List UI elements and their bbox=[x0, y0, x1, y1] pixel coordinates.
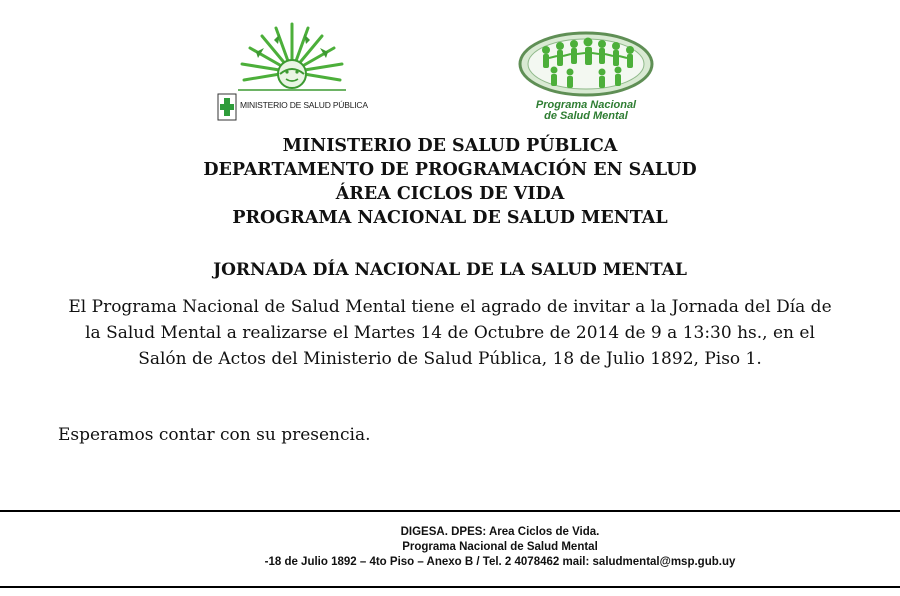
header-line-department: DEPARTAMENTO DE PROGRAMACIÓN EN SALUD bbox=[203, 160, 697, 180]
footer-line-2: Programa Nacional de Salud Mental bbox=[402, 541, 598, 553]
invitation-line-2: la Salud Mental a realizarse el Martes 14 de Octubre de 2014 de 9 a 13:30 hs., en el bbox=[85, 323, 815, 343]
program-logo bbox=[506, 30, 666, 124]
footer-divider-top bbox=[0, 510, 900, 512]
program-logo-line1: Programa Nacional bbox=[535, 99, 637, 111]
footer-contact-line: -18 de Julio 1892 – 4to Piso – Anexo B / Tel. 2 4078462 mail: saludmental@msp.gub.uy bbox=[264, 556, 736, 568]
footer bbox=[220, 525, 780, 570]
invitation-line-3: Salón de Actos del Ministerio de Salud Pública, 18 de Julio 1892, Piso 1. bbox=[138, 349, 762, 369]
invitation-paragraph bbox=[50, 294, 850, 372]
letter-header bbox=[0, 134, 900, 230]
header-line-program: PROGRAMA NACIONAL DE SALUD MENTAL bbox=[232, 208, 668, 228]
ministry-logo bbox=[214, 16, 368, 124]
people-circle-emblem-icon bbox=[506, 30, 666, 100]
program-logo-line2: de Salud Mental bbox=[544, 110, 628, 122]
ministry-logo-label: MINISTERIO DE SALUD PÚBLICA bbox=[240, 100, 368, 110]
header-line-area: ÁREA CICLOS DE VIDA bbox=[335, 184, 565, 204]
invitation-line-1: El Programa Nacional de Salud Mental tiene el agrado de invitar a la Jornada del Día de bbox=[68, 297, 832, 317]
footer-divider-bottom bbox=[0, 586, 900, 588]
header-line-ministry: MINISTERIO DE SALUD PÚBLICA bbox=[282, 136, 618, 156]
footer-line-1: DIGESA. DPES: Area Ciclos de Vida. bbox=[400, 526, 600, 538]
closing-line: Esperamos contar con su presencia. bbox=[58, 425, 371, 445]
event-title: JORNADA DÍA NACIONAL DE LA SALUD MENTAL bbox=[213, 260, 687, 280]
